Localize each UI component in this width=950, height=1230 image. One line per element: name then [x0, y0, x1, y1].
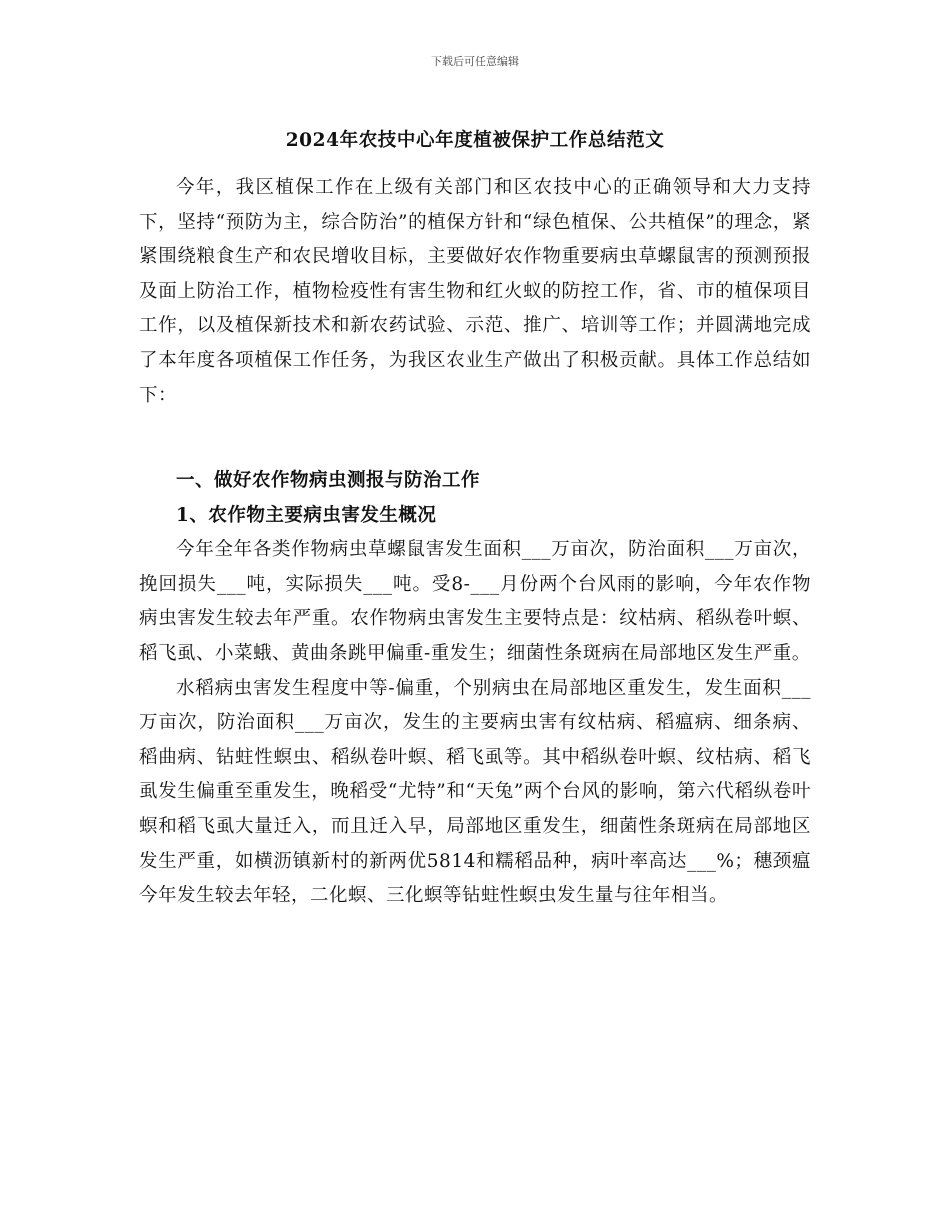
body-paragraph: 今年全年各类作物病虫草螺鼠害发生面积___万亩次，防治面积___万亩次，挽回损失___吨，实际损失___吨。受8-___月份两个台风雨的影响，今年农作物病虫害发生较去年严重。农作物病虫害发生主要特点是：纹枯病、稻纵卷叶螟、稻飞虱、小菜蛾、黄曲条跳甲偏重-重发生；细菌性条斑病在局部地区发生严重。 — [139, 539, 811, 664]
section-block — [139, 464, 811, 914]
header-note: 下载后可任意编辑 — [431, 55, 519, 68]
subsection-heading: 1、农作物主要病虫害发生概况 — [176, 504, 437, 526]
intro-block — [139, 171, 811, 413]
document-title: 2024年农技中心年度植被保护工作总结范文 — [285, 130, 665, 151]
body-paragraph: 水稻病虫害发生程度中等-偏重，个别病虫在局部地区重发生，发生面积___万亩次，防治面积___万亩次，发生的主要病虫害有纹枯病、稻瘟病、细条病、稻曲病、钻蛀性螟虫、稻纵卷叶螟、稻飞虱等。其中稻纵卷叶螟、纹枯病、稻飞虱发生偏重至重发生，晚稻受“尤特”和“天兔”两个台风的影响，第六代稻纵卷叶螟和稻飞虱大量迁入，而且迁入早，局部地区重发生，细菌性条斑病在局部地区发生严重，如横沥镇新村的新两优5814和糯稻品种，病叶率高达___%；穗颈瘟今年发生较去年轻，二化螟、三化螟等钻蛀性螟虫发生量与往年相当。 — [139, 677, 811, 907]
section-heading: 一、做好农作物病虫测报与防治工作 — [176, 470, 481, 491]
intro-paragraph: 今年，我区植保工作在上级有关部门和区农技中心的正确领导和大力支持下，坚持“预防为主，综合防治”的植保方针和“绿色植保、公共植保”的理念，紧紧围绕粮食生产和农民增收目标，主要做好农作物重要病虫草螺鼠害的预测预报及面上防治工作，植物检疫性有害生物和红火蚁的防控工作，省、市的植保项目工作，以及植保新技术和新农药试验、示范、推广、培训等工作；并圆满地完成了本年度各项植保工作任务，为我区农业生产做出了积极贡献。具体工作总结如下： — [139, 177, 811, 406]
